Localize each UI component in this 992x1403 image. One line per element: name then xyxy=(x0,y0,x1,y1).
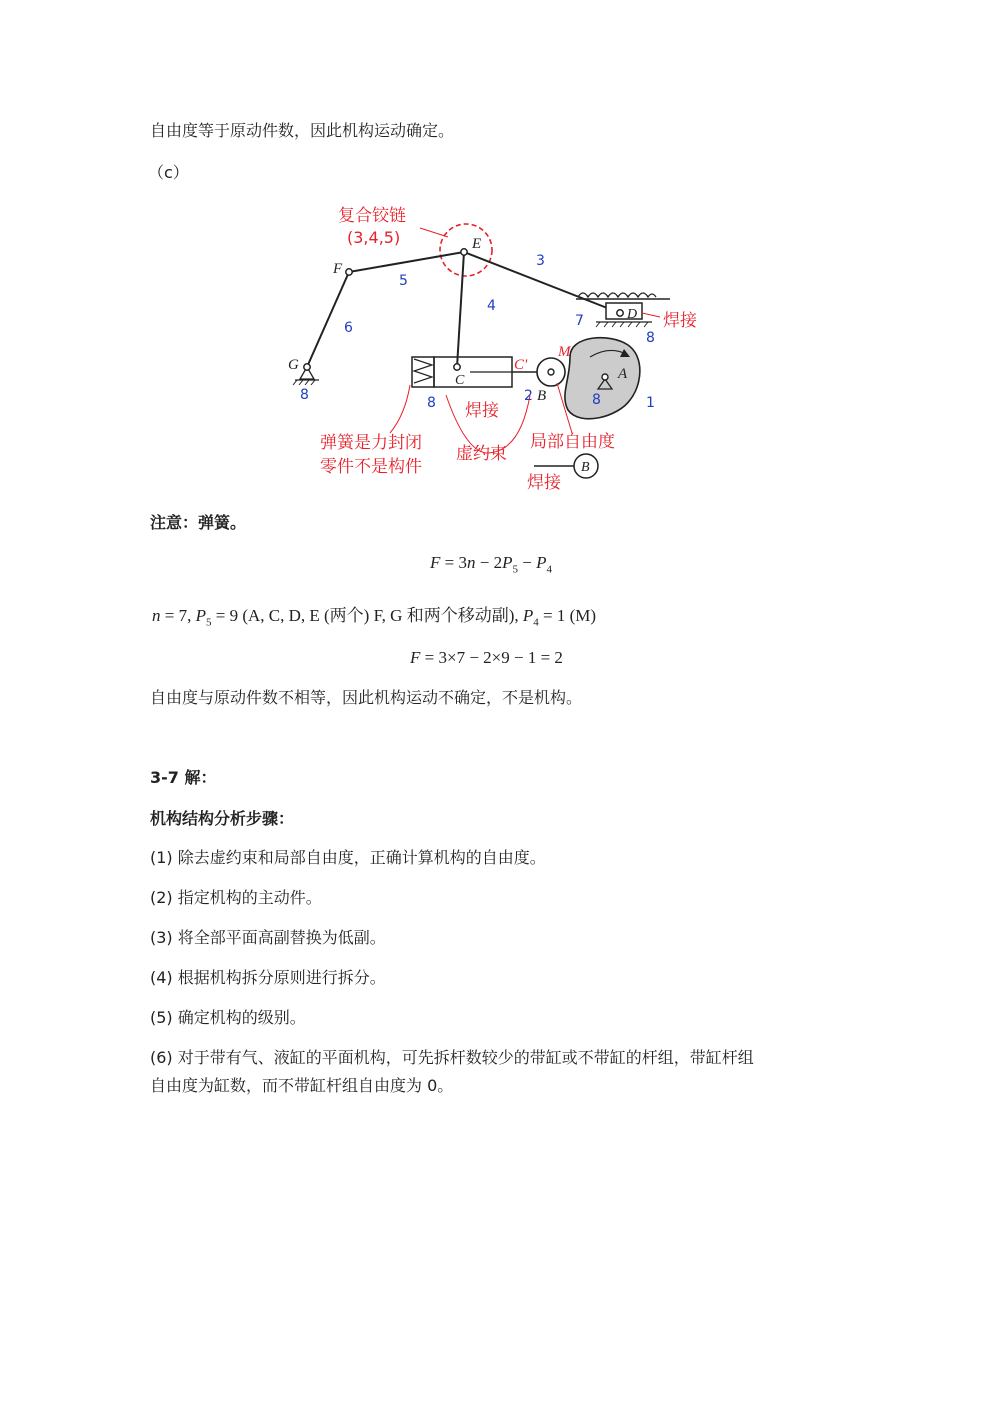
joint-d xyxy=(617,310,623,316)
number-5: 5 xyxy=(399,273,408,289)
number-3: 3 xyxy=(536,253,545,269)
number-8-a: 8 xyxy=(592,392,601,408)
label-c-prime: C' xyxy=(514,357,528,373)
label-spring-1: 弹簧是力封闭 xyxy=(320,433,422,453)
formula-result: F = 3×7 − 2×9 − 1 = 2 xyxy=(410,648,563,667)
label-g: G xyxy=(288,357,299,373)
leader-spring xyxy=(390,385,410,433)
label-e: E xyxy=(472,236,482,252)
number-1: 1 xyxy=(646,395,655,411)
leader-compound-hinge xyxy=(420,228,448,237)
label-a: A xyxy=(618,366,628,382)
joint-e xyxy=(461,249,467,255)
step-5: (5) 确定机构的级别。 xyxy=(150,1008,306,1027)
text-line-conclusion-c: 自由度与原动件数不相等，因此机构运动不确定，不是机构。 xyxy=(150,688,583,707)
joint-g xyxy=(304,364,310,370)
label-f: F xyxy=(333,261,343,277)
label-compound-hinge: 复合铰链 xyxy=(338,206,406,226)
label-b: B xyxy=(537,388,547,404)
label-local-dof: 局部自由度 xyxy=(530,432,615,452)
step-3: (3) 将全部平面高副替换为低副。 xyxy=(150,928,386,947)
number-7: 7 xyxy=(575,313,584,329)
joint-c xyxy=(454,364,460,370)
label-d: D xyxy=(627,307,638,322)
note-spring: 注意：弹簧。 xyxy=(150,513,247,532)
step-6-line-2: 自由度为缸数，而不带缸杆组自由度为 0。 xyxy=(150,1076,454,1095)
link-6 xyxy=(307,272,349,367)
label-spring-2: 零件不是构件 xyxy=(320,457,422,477)
number-8-spring: 8 xyxy=(427,395,436,411)
label-c: C xyxy=(455,373,465,388)
number-6: 6 xyxy=(344,320,353,336)
label-345: (3,4,5) xyxy=(347,228,401,247)
label-weld-d: 焊接 xyxy=(663,311,697,331)
joint-f xyxy=(346,269,352,275)
formula-values: n = 7, $P_5 = 9$ (A, C, D, E (两个) F, G 和两个移动副), $P_4 = 1$ (M) xyxy=(152,606,597,629)
step-1: (1) 除去虚约束和局部自由度，正确计算机构的自由度。 xyxy=(150,848,546,867)
joint-a xyxy=(602,374,608,380)
text-line-conclusion-b: 自由度等于原动件数，因此机构运动确定。 xyxy=(150,121,455,140)
step-2: (2) 指定机构的主动件。 xyxy=(150,888,322,907)
number-2: 2 xyxy=(524,388,533,404)
label-m: M xyxy=(558,344,571,360)
section-heading-3-7: 3-7 解： xyxy=(150,768,217,787)
link-5 xyxy=(349,252,464,272)
label-weld-c: 焊接 xyxy=(465,401,499,421)
steps-heading: 机构结构分析步骤： xyxy=(150,809,295,828)
number-8-d: 8 xyxy=(646,330,655,346)
label-weld-b: 焊接 xyxy=(527,473,561,493)
link-4 xyxy=(457,252,464,367)
step-6-line-1: (6) 对于带有气、液缸的平面机构，可先拆杆数较少的带缸或不带缸的杆组，带缸杆组 xyxy=(150,1048,754,1067)
mechanism-diagram xyxy=(280,195,700,500)
number-8-g: 8 xyxy=(300,387,309,403)
formula-dof: $F = 3n - 2P_5 - P_4$ xyxy=(430,553,552,576)
subpart-label: （c） xyxy=(148,163,189,182)
label-virtual-constraint: 虚约束 xyxy=(456,444,507,464)
number-4: 4 xyxy=(487,298,496,314)
label-b-weld: B xyxy=(581,460,590,475)
weld-bead-d xyxy=(578,293,656,297)
step-4: (4) 根据机构拆分原则进行拆分。 xyxy=(150,968,386,987)
